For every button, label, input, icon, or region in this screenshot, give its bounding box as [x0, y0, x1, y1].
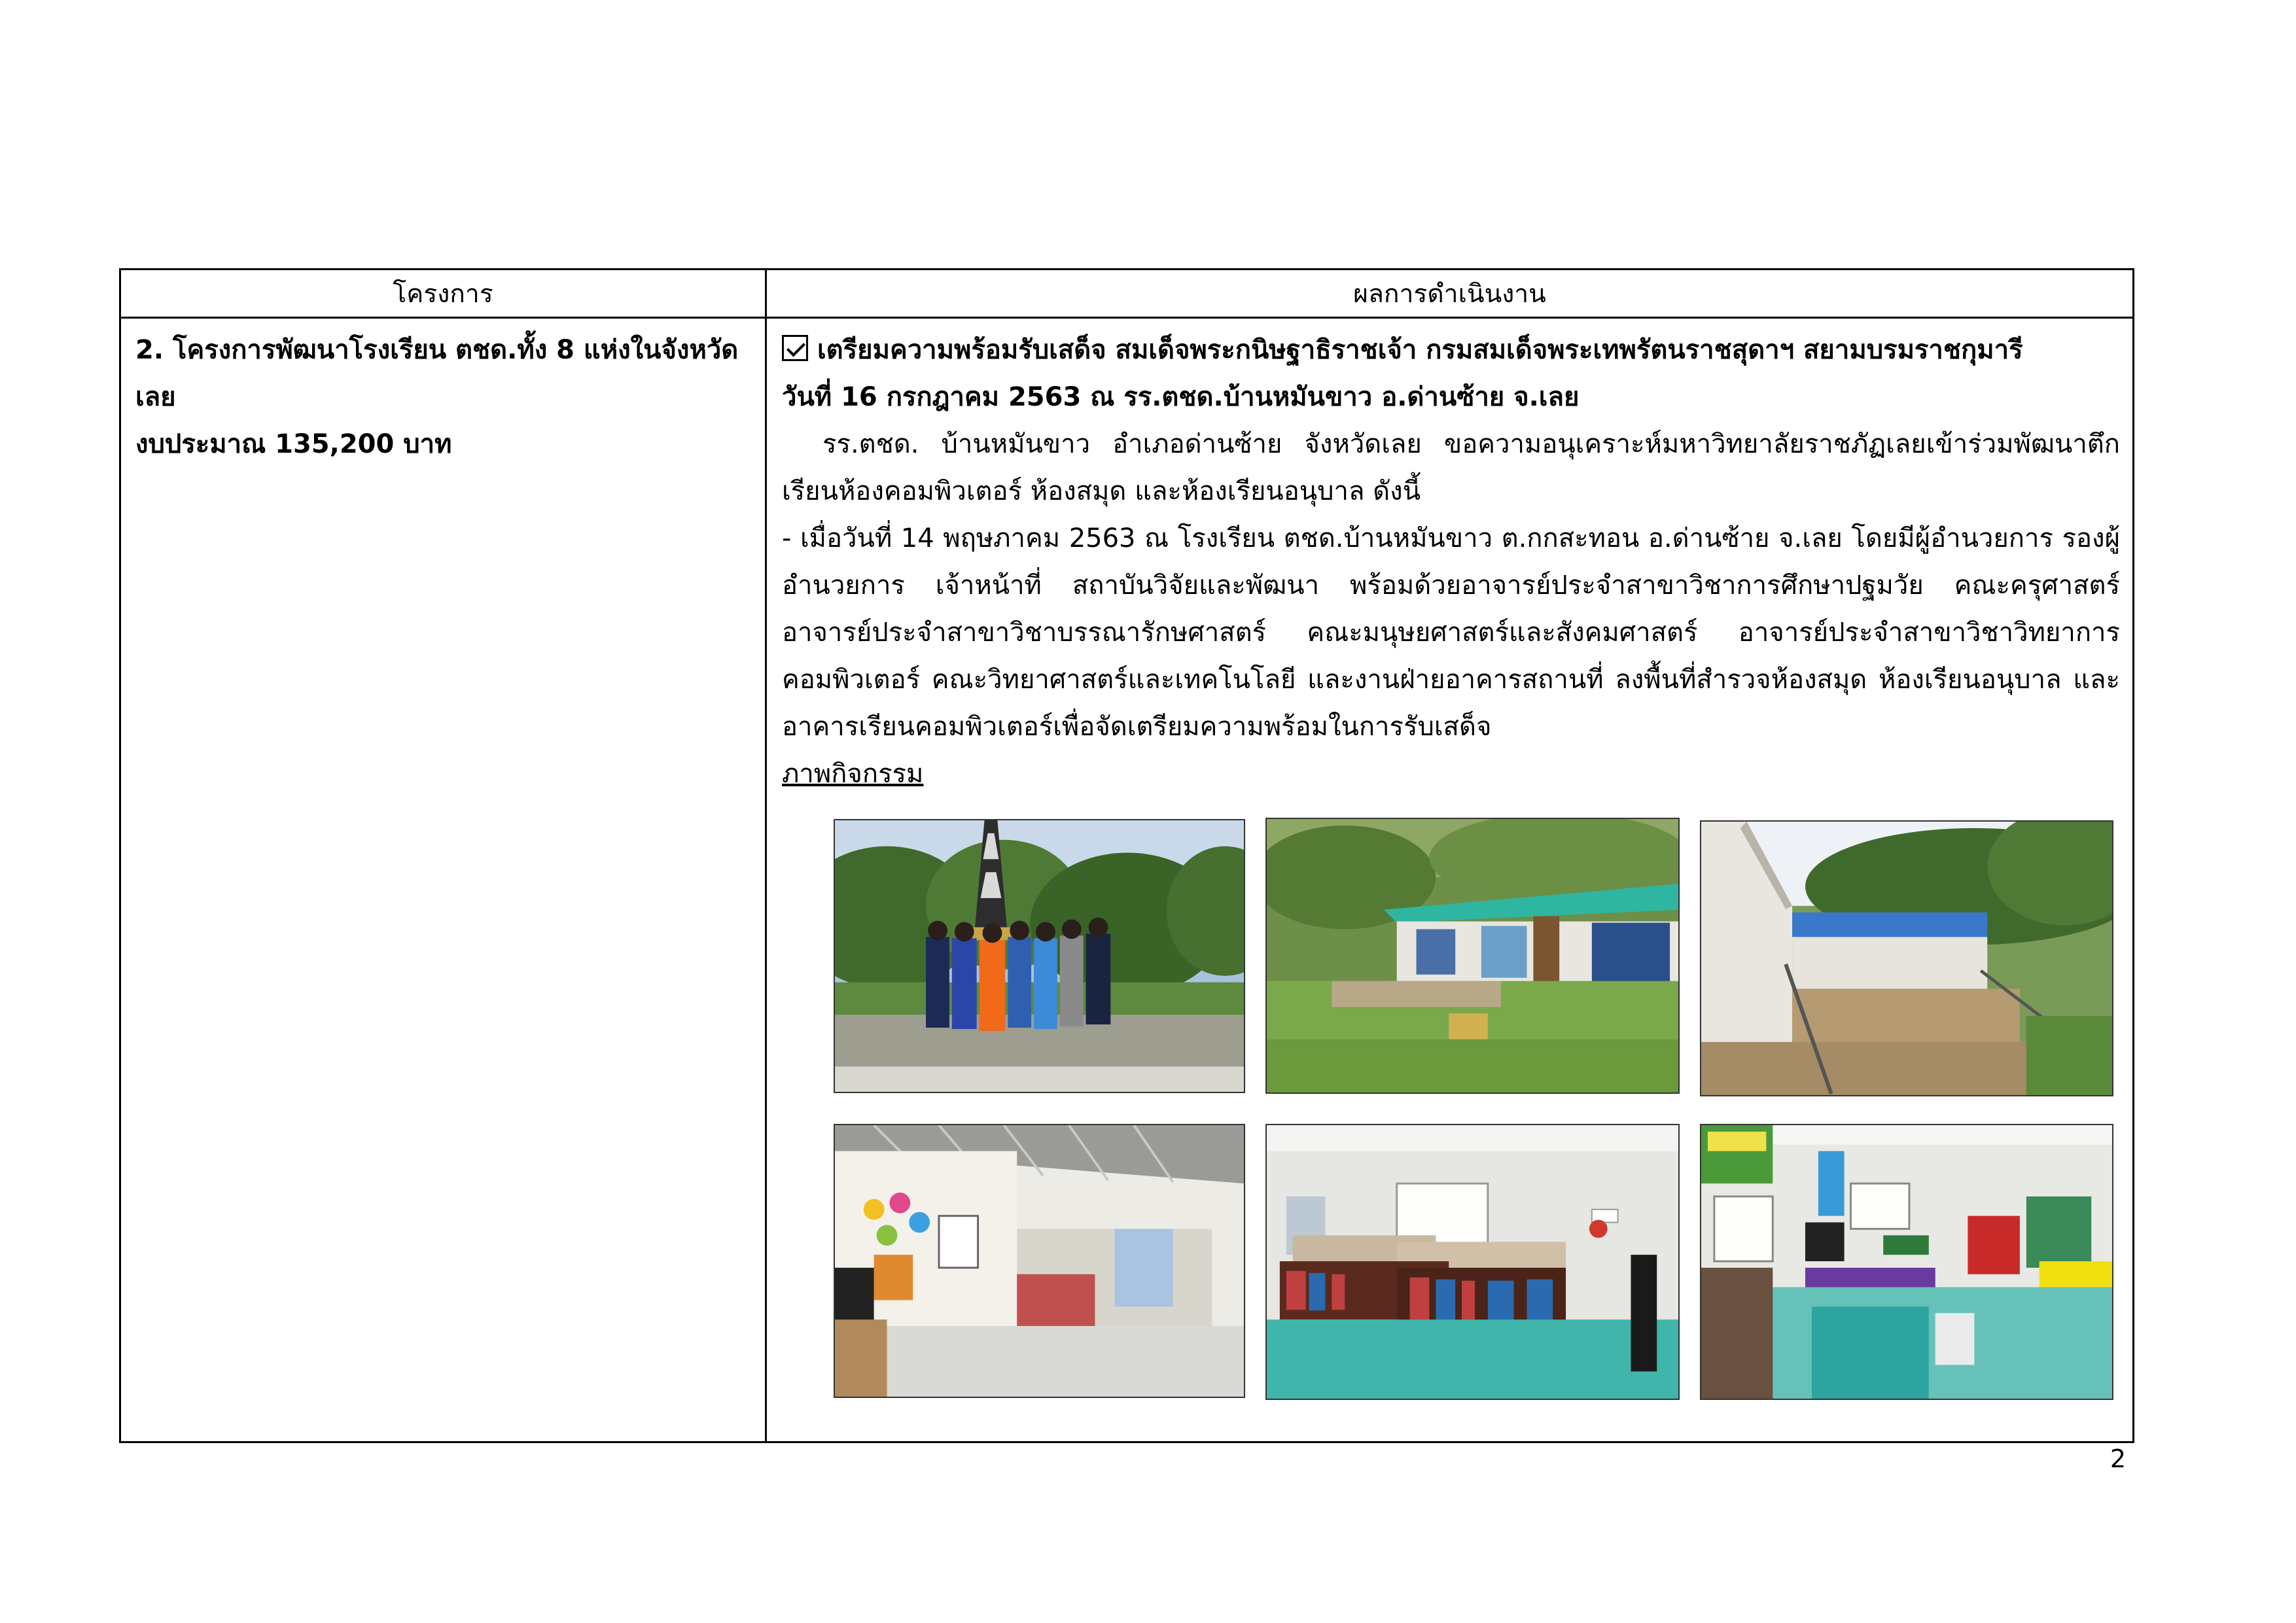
photos-label-text: ภาพกิจกรรม [782, 759, 924, 789]
photos-label [782, 750, 2120, 797]
result-paragraph-1: รร.ตชด. บ้านหมันขาว อำเภอด่านซ้าย จังหวัดเลย ขอความอนุเคราะห์มหาวิทยาลัยราชภัฏเลยเข้าร่วมพัฒนาตึกเรียนห้องคอมพิวเตอร์ ห้องสมุด และห้องเรียนอนุบาล ดังนี้ [782, 429, 2120, 506]
photo-classroom [1700, 1124, 2113, 1400]
photo-kindergarten-room [834, 1124, 1245, 1398]
page-number: 2 [2110, 1444, 2126, 1473]
photo-group-at-monument [834, 819, 1245, 1093]
column-divider [765, 270, 767, 1441]
photo-back-of-building [1700, 820, 2113, 1096]
result-cell [782, 326, 2120, 797]
result-paragraph-2: - เมื่อวันที่ 14 พฤษภาคม 2563 ณ โรงเรียน ตชด.บ้านหมันขาว ต.กกสะทอน อ.ด่านซ้าย จ.เลย โดยมีผู้อำนวยการ รองผู้อำนวยการ เจ้าหน้าที่ สถาบันวิจัยและพัฒนา พร้อมด้วยอาจารย์ประจำสาขาวิชาการศึกษาปฐมวัย คณะครุศาสตร์ อาจารย์ประจำสาขาวิชาบรรณารักษศาสตร์ คณะมนุษยศาสตร์และสังคมศาสตร์ อาจารย์ประจำสาขาวิชาวิทยาการคอมพิวเตอร์ คณะวิทยาศาสตร์และเทคโนโลยี และงานฝ่ายอาคารสถานที่ ลงพื้นที่สำรวจห้องสมุด ห้องเรียนอนุบาล และอาคารเรียนคอมพิวเตอร์เพื่อจัดเตรียมความพร้อมในการรับเสด็จ [782, 523, 2120, 742]
header-divider [121, 317, 2132, 319]
project-title-line2: เลย [135, 382, 176, 412]
photo-school-building [1265, 818, 1680, 1094]
result-heading-text: เตรียมความพร้อมรับเสด็จ สมเด็จพระกนิษฐาธิราชเจ้า กรมสมเด็จพระเทพรัตนราชสุดาฯ สยามบรมราชกุมารี [817, 335, 2023, 365]
project-cell [135, 326, 754, 468]
photo-library [1265, 1124, 1680, 1400]
result-heading-line1 [782, 326, 2120, 374]
header-project: โครงการ [393, 279, 493, 309]
result-heading-line2: วันที่ 16 กรกฎาคม 2563 ณ รร.ตชด.บ้านหมันขาว อ.ด่านซ้าย จ.เลย [782, 382, 1580, 412]
project-title-line1: 2. โครงการพัฒนาโรงเรียน ตชด.ทั้ง 8 แห่งในจังหวัด [135, 335, 739, 365]
project-budget: งบประมาณ 135,200 บาท [135, 429, 452, 459]
header-result: ผลการดำเนินงาน [1353, 279, 1546, 309]
checked-box-icon [782, 335, 808, 361]
